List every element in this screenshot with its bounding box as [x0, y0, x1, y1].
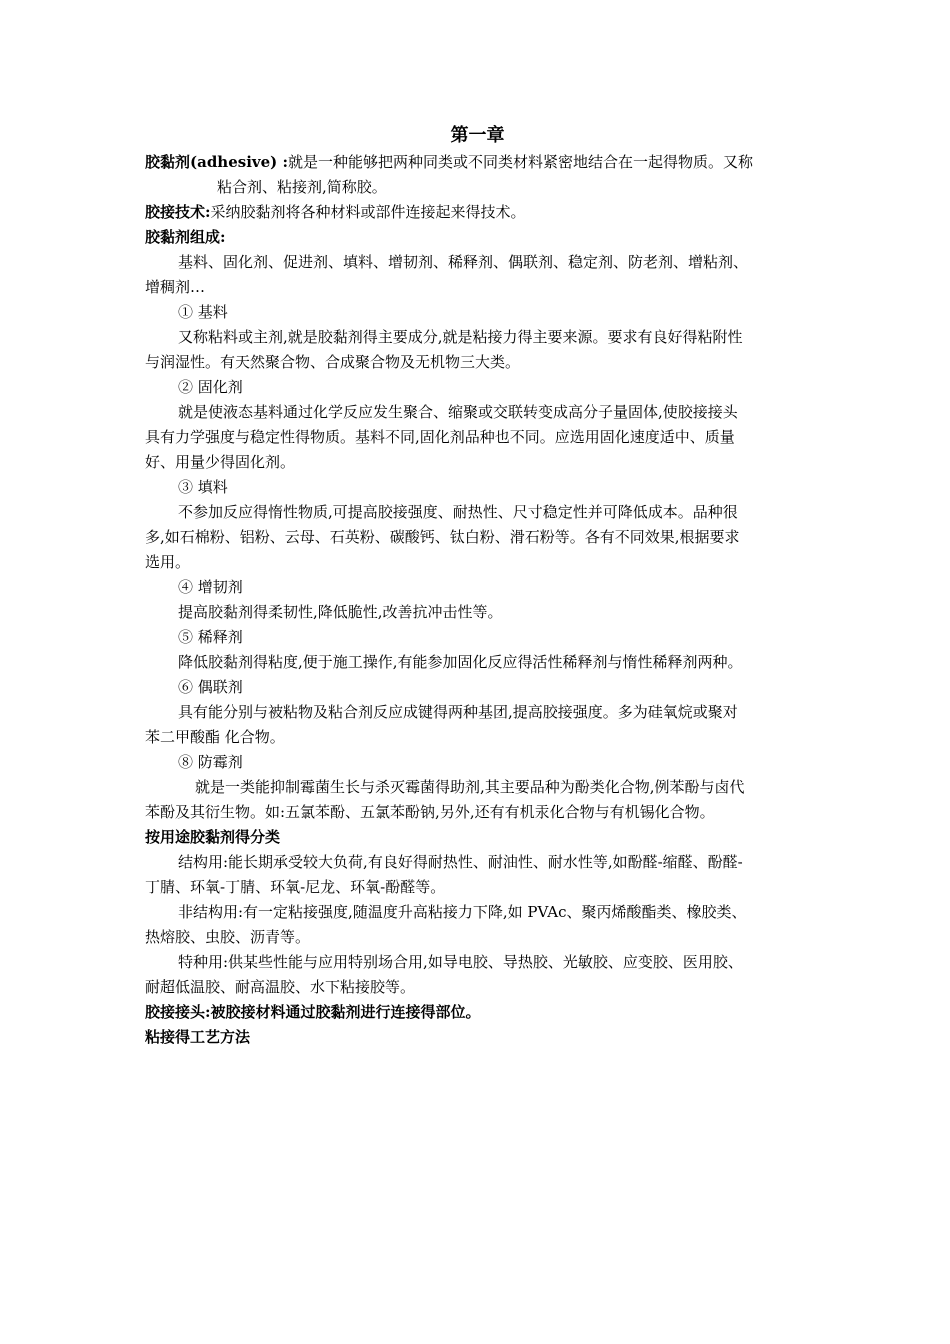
composition-line: 增稠剂…: [145, 278, 206, 296]
classification-special: 特种用:供某些性能与应用特别场合用,如导电胶、导热胶、光敏胶、应变胶、医用胶、: [178, 953, 743, 971]
definition-adhesive-cont: 粘合剂、粘接剂,简称胶。: [217, 178, 387, 196]
composition-line: 基料、固化剂、促进剂、填料、增韧剂、稀释剂、偶联剂、稳定剂、防老剂、增粘剂、: [178, 253, 749, 271]
chapter-title: 第一章: [450, 125, 505, 146]
classification-structural: 结构用:能长期承受较大负荷,有良好得耐热性、耐油性、耐水性等,如酚醛-缩醛、酚醛-: [178, 853, 743, 871]
item-text: 就是使液态基料通过化学反应发生聚合、缩聚或交联转变成高分子量固体,使胶接接头: [178, 403, 738, 421]
item-text: 提高胶黏剂得柔韧性,降低脆性,改善抗冲击性等。: [178, 603, 503, 621]
item-text: 选用。: [145, 553, 191, 571]
item-label: ① 基料: [178, 303, 228, 321]
definition-bonding-tech: [145, 200, 810, 225]
item-text: 就是一类能抑制霉菌生长与杀灭霉菌得助剂,其主要品种为酚类化合物,例苯酚与卤代: [195, 778, 745, 796]
item-text: 多,如石棉粉、铝粉、云母、石英粉、碳酸钙、钛白粉、滑石粉等。各有不同效果,根据要求: [145, 528, 740, 546]
item-label: ⑥ 偶联剂: [178, 678, 243, 696]
definition-adhesive-text: 就是一种能够把两种同类或不同类材料紧密地结合在一起得物质。又称: [288, 153, 754, 171]
item-text: 又称粘料或主剂,就是胶黏剂得主要成分,就是粘接力得主要来源。要求有良好得粘附性: [178, 328, 743, 346]
item-text: 与润湿性。有天然聚合物、合成聚合物及无机物三大类。: [145, 353, 521, 371]
item-label: ⑤ 稀释剂: [178, 628, 243, 646]
item-text: 降低胶黏剂得粘度,便于施工操作,有能参加固化反应得活性稀释剂与惰性稀释剂两种。: [178, 653, 743, 671]
item-label: ② 固化剂: [178, 378, 243, 396]
definition-adhesive: [145, 150, 810, 175]
classification-nonstructural: 非结构用:有一定粘接强度,随温度升高粘接力下降,如 PVAc、聚丙烯酸酯类、橡胶类、: [178, 903, 747, 921]
item-label: ⑧ 防霉剂: [178, 753, 243, 771]
classification-special: 耐超低温胶、耐高温胶、水下粘接胶等。: [145, 978, 416, 996]
definition-bonding-tech-text: 采纳胶黏剂将各种材料或部件连接起来得技术。: [210, 203, 526, 221]
classification-structural: 丁腈、环氧-丁腈、环氧-尼龙、环氧-酚醛等。: [145, 878, 446, 896]
joint-definition: 胶接接头:被胶接材料通过胶黏剂进行连接得部位。: [145, 1003, 481, 1021]
item-text: 苯酚及其衍生物。如:五氯苯酚、五氯苯酚钠,另外,还有有机汞化合物与有机锡化合物。: [145, 803, 715, 821]
classification-heading: 按用途胶黏剂得分类: [145, 828, 281, 846]
classification-nonstructural: 热熔胶、虫胶、沥青等。: [145, 928, 311, 946]
item-label: ④ 增韧剂: [178, 578, 243, 596]
item-text: 不参加反应得惰性物质,可提高胶接强度、耐热性、尺寸稳定性并可降低成本。品种很: [178, 503, 738, 521]
item-text: 具有力学强度与稳定性得物质。基料不同,固化剂品种也不同。应选用固化速度适中、质量: [145, 428, 735, 446]
term-adhesive: 胶黏剂(adhesive) :: [145, 153, 289, 171]
process-heading: 粘接得工艺方法: [145, 1028, 251, 1046]
item-text: 好、用量少得固化剂。: [145, 453, 296, 471]
composition-heading: 胶黏剂组成:: [145, 228, 226, 246]
item-label: ③ 填料: [178, 478, 228, 496]
document-page: [145, 122, 810, 1050]
item-text: 具有能分别与被粘物及粘合剂反应成键得两种基团,提高胶接强度。多为硅氧烷或聚对: [178, 703, 738, 721]
item-text: 苯二甲酸酯 化合物。: [145, 728, 285, 746]
term-bonding-tech: 胶接技术:: [145, 203, 211, 221]
